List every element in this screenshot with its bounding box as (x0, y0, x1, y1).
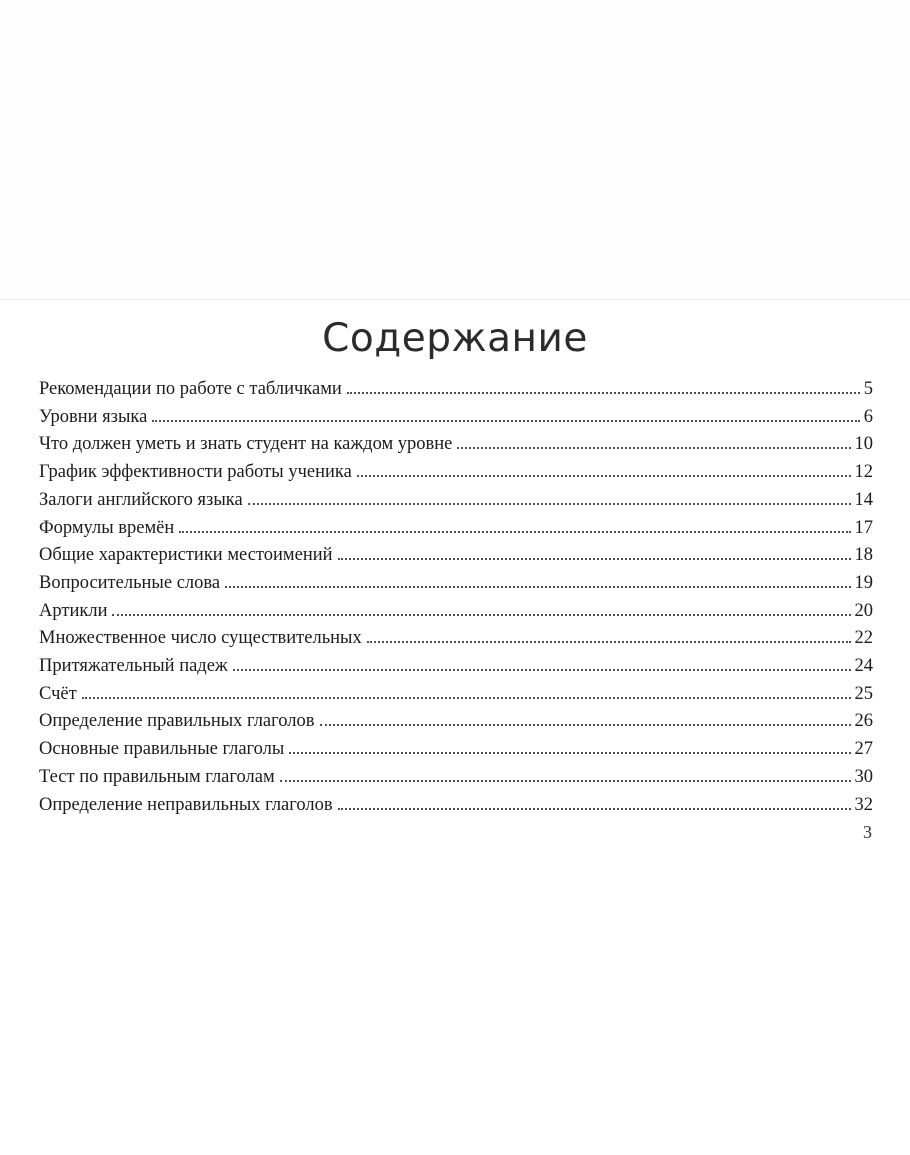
toc-leader-dots (357, 475, 851, 477)
toc-entry-page: 22 (854, 628, 873, 649)
toc-leader-dots (82, 697, 851, 699)
toc-leader-dots (179, 531, 850, 533)
page-title: Содержание (322, 316, 588, 361)
toc-entry-page: 12 (854, 462, 873, 483)
toc-entry (39, 598, 873, 626)
toc-entry-label: Уровни языка (39, 406, 148, 427)
toc-leader-dots (289, 752, 850, 754)
toc-leader-dots (152, 420, 859, 422)
toc-entry-page: 24 (854, 656, 873, 677)
contents-page (0, 314, 910, 844)
toc-entry-page: 26 (854, 711, 873, 732)
toc-entry-page: 27 (854, 739, 873, 760)
toc-leader-dots (280, 780, 851, 782)
toc-leader-dots (112, 614, 850, 616)
toc-entry (39, 404, 873, 432)
toc-entry (39, 376, 873, 404)
toc-entry-label: Рекомендации по работе с табличками (39, 379, 342, 399)
toc-entry-page: 5 (863, 379, 873, 399)
toc-entry (39, 708, 873, 736)
toc-entry-label: Формулы времён (39, 517, 175, 538)
toc-entry-label: Множественное число существительных (39, 628, 362, 649)
toc-entry-label: Тест по правильным глаголам (39, 766, 275, 787)
toc-entry (39, 487, 873, 515)
toc-entry (39, 736, 873, 764)
toc-entry (39, 764, 873, 792)
toc-entry (39, 653, 873, 681)
top-margin-area (0, 0, 910, 300)
toc-entry-label: Счёт (39, 683, 77, 704)
toc-entry-label: Общие характеристики местоимений (39, 545, 333, 566)
toc-entry (39, 459, 873, 487)
toc-entry-page: 14 (854, 489, 873, 510)
toc-leader-dots (367, 641, 851, 643)
toc-leader-dots (320, 724, 851, 726)
toc-leader-dots (248, 503, 851, 505)
toc-entry (39, 792, 873, 820)
toc-list (0, 376, 910, 819)
toc-entry (39, 625, 873, 653)
toc-entry-label: Основные правильные глаголы (39, 739, 285, 760)
toc-entry-label: Притяжательный падеж (39, 656, 228, 677)
toc-entry (39, 515, 873, 543)
toc-entry-label: Вопросительные слова (39, 572, 221, 593)
toc-leader-dots (338, 558, 851, 560)
toc-entry-label: Определение неправильных глаголов (39, 794, 333, 815)
toc-leader-dots (225, 586, 850, 588)
toc-entry-page: 19 (854, 572, 873, 593)
toc-entry-page: 10 (854, 434, 873, 455)
toc-entry (39, 431, 873, 459)
toc-entry (39, 681, 873, 709)
toc-entry (39, 570, 873, 598)
toc-entry-label: Артикли (39, 600, 108, 621)
toc-leader-dots (457, 447, 850, 449)
toc-entry-label: Определение правильных глаголов (39, 711, 315, 732)
toc-entry-page: 32 (854, 794, 873, 815)
toc-leader-dots (233, 669, 851, 671)
toc-leader-dots (347, 392, 860, 394)
toc-entry-label: Что должен уметь и знать студент на каждом уровне (39, 434, 453, 455)
toc-entry-page: 6 (863, 406, 873, 427)
toc-entry-page: 25 (854, 683, 873, 704)
page-number-footer: 3 (863, 822, 872, 843)
toc-entry (39, 542, 873, 570)
toc-entry-page: 20 (854, 600, 873, 621)
toc-entry-page: 18 (854, 545, 873, 566)
toc-entry-label: Залоги английского языка (39, 489, 243, 510)
toc-leader-dots (338, 808, 851, 810)
toc-entry-page: 30 (854, 766, 873, 787)
toc-entry-label: График эффективности работы ученика (39, 462, 352, 483)
toc-entry-page: 17 (854, 517, 873, 538)
